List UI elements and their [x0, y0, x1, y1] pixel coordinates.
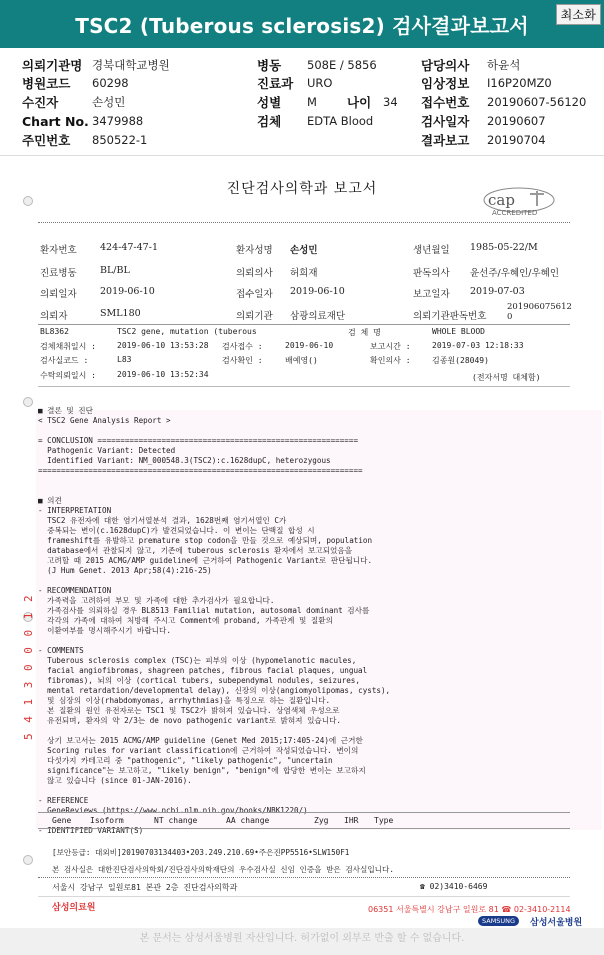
label: 수탁의뢰일시 :: [40, 371, 97, 380]
label: 판독의사: [413, 268, 450, 279]
label-sex: 성별: [257, 95, 282, 110]
label: 검사접수 :: [222, 342, 263, 351]
value: 2019-06-10 13:52:34: [117, 370, 209, 379]
label: 의뢰의사: [236, 268, 273, 279]
value-resident-no: 850522-1: [92, 133, 148, 147]
value: 424-47-47-1: [100, 242, 158, 253]
watermark-text: 본 문서는 삼성서울병원 자산입니다. 허가없이 외부로 반출 할 수 없습니다.: [139, 933, 465, 944]
label: 보고시간 :: [370, 342, 411, 351]
value-department: URO: [307, 76, 333, 90]
label: 진료병동: [40, 268, 77, 279]
info-row-5: [22, 131, 546, 149]
punch-hole: [23, 855, 33, 865]
value: 2019-06-10 13:53:28: [117, 341, 209, 350]
punch-hole: [23, 397, 33, 407]
variant-table-header: [52, 816, 393, 825]
value: 손성민: [290, 245, 318, 256]
certification-line: 본 검사실은 대한진단검사의학회/진단검사의학재단의 우수검사실 신임 인증을 받은 검사실입니다.: [52, 865, 394, 874]
info-row-1: [22, 56, 520, 74]
label: 검사실코드 :: [40, 356, 89, 365]
label-age: 나이: [347, 95, 372, 110]
cap-text: cap: [488, 191, 515, 209]
value: 윤선주/우혜인/우혜인: [470, 268, 559, 279]
label-patient: 수진자: [22, 95, 59, 110]
value-specimen: EDTA Blood: [307, 114, 374, 128]
label-requesting-org: 의뢰기관명: [22, 58, 83, 73]
e-signature-note: (전자서명 대체함): [472, 373, 541, 382]
label: 생년월일: [413, 245, 450, 256]
lab-address: 서울시 강남구 일원로81 본관 2층 진단검사의학과: [52, 883, 238, 892]
rule: [38, 812, 570, 813]
value-test-date: 20190607: [487, 114, 546, 128]
value-report-date: 20190704: [487, 133, 546, 147]
value-clinical-info: I16P20MZ0: [487, 76, 552, 90]
info-row-4: [22, 112, 546, 130]
label-accession-no: 접수번호: [421, 95, 470, 110]
lab-phone: ☎ 02)3410-6469: [420, 882, 488, 891]
rule: [38, 324, 570, 325]
label-specimen: 검체: [257, 114, 282, 129]
vertical-barcode-text: 5 4 1 3 0 0 0 1 2: [22, 593, 35, 740]
hospital-logo-text: 삼성서울병원: [530, 918, 583, 928]
test-name: TSC2 gene, mutation (tuberous: [117, 327, 257, 336]
title-bar: [0, 0, 604, 48]
report-body-text: ■ 결론 및 진단 < TSC2 Gene Analysis Report > = CONCLUSION ========================================================= Pathogenic Variant: Detected Identified Variant: NM_000548.3(TSC2):c.1628dupC, heterozygous ======================================================================= ■ 의견 - INTERPRETATION TSC2 유전자에 대한 염기서열분석 결과, 1628번째 염기서열인 C가 중복되는 변이(c.1628dupC)가 발견되었습니다. 이 변이는 단백질 합성 시 frameshift를 유발하고 premature stop codon을 만들 것으로 예상되며, population database에서 관찰되지 않고, 기존에 tuberous sclerosis 환자에서 보고되었음을 고려할 때 2015 ACMG/AMP guideline에 근거하여 Pathogenic Variant로 판단됩니다. (J Hum Genet. 2013 Apr;58(4):216-25) - RECOMMENDATION 가족력을 고려하여 부모 및 가족에 대한 추가검사가 필요합니다. 가족검사를 의뢰하실 경우 BL8513 Familial mutation, autosomal dominant 검사를 각각의 가족에 대하여 처방해 주시고 Comment에 proband, 가족관계 및 질환의 이환여부를 명시해주시기 바랍니다. - COMMENTS Tuberous sclerosis complex (TSC)는 피부의 이상 (hypomelanotic macules, facial angiofibromas, shagreen patches, fibrous facial plaques, ungual fibromas), 뇌의 이상 (cortical tubers, subependymal nodules, seizures, mental retardation/developmental delay), 신장의 이상(angiomyolipomas, cysts), 및 심장의 이상(rhabdomyomas, arrhythmias)을 특징으로 하는 질환입니다. 본 질환의 원인 유전자로는 TSC1 및 TSC2가 밝혀져 있습니다. 상염색체 우성으로 유전되며, 환자의 약 2/3는 de novo pathogenic variant로 밝혀져 있습니다. 상기 보고서는 2015 ACMG/AMP guideline (Genet Med 2015;17:405-24)에 근거한 Scoring rules for variant classification에 근거하여 작성되었습니다. 변이의 다섯가지 카테고리 중 "pathogenic", "likely pathogenic", "uncertain significance"는 보고하고, "likely benign", "benign"에 합당한 변이는 보고하지 않고 있습니다 (since 01-JAN-2016). - REFERENCE GeneReviews (https://www.ncbi.nlm.nih.gov/books/NBK1220/) - IDENTIFIED VARIANT(S): [38, 406, 391, 835]
value: 김종원(28049): [432, 356, 489, 365]
value: BL/BL: [100, 265, 130, 276]
value: 2019-06-10: [285, 341, 334, 350]
label-hospital-code: 병원코드: [22, 76, 71, 91]
label: 의뢰자: [40, 311, 68, 322]
hospital-name: 삼성의료원: [52, 903, 96, 913]
value: 201906075612 0: [507, 302, 572, 322]
value-hospital-code: 60298: [92, 76, 129, 90]
value-requesting-org: 경북대학교병원: [92, 58, 170, 72]
value: 2019-06-10: [100, 286, 155, 297]
label: 검체채취일시 :: [40, 342, 97, 351]
value-ward: 508E / 5856: [307, 58, 377, 72]
test-code: BL8362: [40, 327, 69, 336]
label-physician: 담당의사: [421, 58, 470, 73]
label-chart-no: Chart No.: [22, 113, 89, 129]
scan-report-title: 진단검사의학과 보고서: [226, 181, 378, 197]
label: 접수일자: [236, 289, 273, 300]
col-ihr: IHR: [344, 816, 359, 825]
col-isoform: Isoform: [90, 816, 124, 825]
col-zyg: Zyg: [314, 816, 329, 825]
value: 2019-06-10: [290, 286, 345, 297]
label: 확인의사 :: [370, 356, 411, 365]
col-type: Type: [374, 816, 394, 825]
label-resident-no: 주민번호: [22, 133, 71, 148]
value: SML180: [100, 308, 141, 319]
value-physician: 하윤석: [487, 58, 521, 72]
minimize-button[interactable]: 최소화: [556, 4, 601, 25]
value: 1985-05-22/M: [470, 242, 538, 253]
divider: [0, 155, 604, 156]
col-aa-change: AA change: [226, 816, 270, 825]
cap-accredited-logo: [482, 186, 556, 216]
value: 2019-07-03 12:18:33: [432, 341, 524, 350]
rule: [38, 877, 570, 878]
value-age: 34: [383, 95, 398, 109]
value: 배예영(): [285, 356, 318, 365]
value-patient: 손성민: [92, 95, 126, 109]
watermark-footer: [0, 928, 604, 955]
value-sex: M: [307, 95, 317, 109]
label-clinical-info: 임상정보: [421, 76, 470, 91]
label: 의뢰기관판독번호: [413, 311, 487, 322]
label: 의뢰일자: [40, 289, 77, 300]
value: 2019-07-03: [470, 286, 525, 297]
rule: [38, 386, 570, 387]
label-report-date: 결과보고: [421, 133, 470, 148]
report-title: TSC2 (Tuberous sclerosis2) 검사결과보고서: [75, 13, 529, 38]
label-test-date: 검사일자: [421, 114, 470, 129]
hospital-address: 06351 서울특별시 강남구 일원로 81 ☎ 02-3410-2114: [368, 905, 571, 914]
label-department: 진료과: [257, 76, 294, 91]
label: 검사확인 :: [222, 356, 263, 365]
cap-subtext: ACCREDITED: [492, 209, 538, 216]
rule: [38, 222, 570, 223]
label-ward: 병동: [257, 58, 282, 73]
label: 환자번호: [40, 245, 77, 256]
info-row-3: [22, 93, 586, 111]
label: 의뢰기관: [236, 311, 273, 322]
value: 삼광의료재단: [290, 311, 346, 322]
value: 허희재: [290, 268, 318, 279]
divider: [38, 896, 570, 897]
label: 환자성명: [236, 245, 273, 256]
label: 검 체 명: [348, 328, 381, 337]
value: WHOLE BLOOD: [432, 327, 485, 336]
col-nt-change: NT change: [154, 816, 198, 825]
value: L83: [117, 355, 132, 364]
patient-info-panel: [0, 52, 604, 152]
value-accession-no: 20190607-56120: [487, 95, 587, 109]
info-row-2: [22, 74, 552, 92]
security-line: [보안등급: 대외비]20190703134403•203.249.210.69•주은진PP5516•SLW150F1: [52, 848, 350, 857]
col-gene: Gene: [52, 816, 72, 825]
label: 보고일자: [413, 289, 450, 300]
value-chart-no: 3479988: [92, 114, 144, 128]
rule: [38, 828, 570, 829]
samsung-logo: SAMSUNG: [478, 916, 519, 926]
